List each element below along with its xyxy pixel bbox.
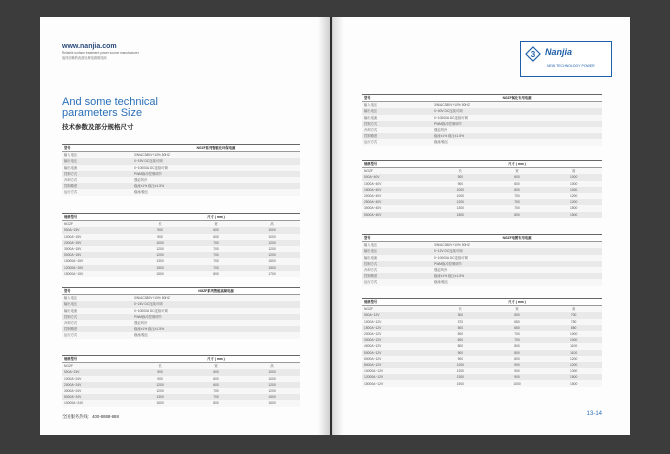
table-cell: 700 bbox=[188, 258, 244, 264]
table-cell: 800 bbox=[489, 350, 546, 356]
table-cell: 长 bbox=[132, 221, 188, 228]
table-cell: 10000A~15V bbox=[62, 258, 132, 264]
table-cell: 输入电压 bbox=[62, 152, 132, 159]
table-cell: 0~10000A DC连续可调 bbox=[432, 255, 602, 261]
table-cell: 输出电流 bbox=[62, 165, 132, 171]
right-page bbox=[332, 17, 630, 435]
table-cell: 长 bbox=[132, 363, 188, 370]
table-cell: NGZF系列智能高频电源 bbox=[132, 288, 300, 295]
table-cell: 800 bbox=[489, 212, 546, 218]
table-column-row bbox=[62, 363, 300, 370]
table-cell: 5000A~40V bbox=[362, 212, 432, 218]
right-size-table-1 bbox=[362, 160, 602, 218]
table-cell: 1000 bbox=[244, 369, 300, 375]
table-header-row bbox=[62, 145, 300, 152]
table-cell: 输出电压 bbox=[62, 158, 132, 164]
table-cell: 长 bbox=[432, 306, 489, 313]
table-cell: 1500A~12V bbox=[362, 325, 432, 331]
table-cell: 700 bbox=[188, 394, 244, 400]
table-cell: 稳流±1% 稳压±1.5% bbox=[432, 273, 602, 279]
table-cell: 高 bbox=[545, 168, 602, 175]
table-row bbox=[362, 279, 602, 285]
table-cell: 2500A~40V bbox=[362, 199, 432, 205]
table-cell: 1200 bbox=[132, 382, 188, 388]
table-cell: 尺寸 ( mm ) bbox=[432, 161, 602, 168]
table-cell: 运行方式 bbox=[362, 139, 432, 145]
table-cell: 0~10000A DC连续可调 bbox=[132, 165, 300, 171]
table-cell: 1500 bbox=[244, 258, 300, 264]
table-cell: 尺寸 ( mm ) bbox=[132, 356, 300, 363]
table-row bbox=[62, 295, 300, 302]
website-url: www.nanjia.com bbox=[62, 43, 117, 50]
table-cell: 1000 bbox=[545, 337, 602, 343]
table-cell: 370 bbox=[432, 319, 489, 325]
table-cell: 500A~15V bbox=[62, 227, 132, 233]
table-cell: 900 bbox=[432, 356, 489, 362]
table-cell: 3000A~40V bbox=[362, 205, 432, 211]
table-cell: 输入电压 bbox=[362, 242, 432, 249]
table-cell: 3/N/AC380V+10% 50HZ bbox=[132, 295, 300, 302]
table-cell: 1500 bbox=[132, 265, 188, 271]
table-cell: NGZF系列智能化环保电源 bbox=[132, 145, 300, 152]
table-cell: 1000A~24V bbox=[62, 376, 132, 382]
table-column-row bbox=[362, 168, 602, 175]
table-cell: 600 bbox=[188, 234, 244, 240]
table-cell: 稳流/稳压 bbox=[132, 189, 300, 195]
table-cell: 1500A~40V bbox=[362, 187, 432, 193]
table-row bbox=[362, 380, 602, 386]
table-cell: 强迫风冷 bbox=[132, 320, 300, 326]
company-logo bbox=[520, 41, 612, 77]
table-cell: 5000A~12V bbox=[362, 350, 432, 356]
table-cell: 800 bbox=[489, 343, 546, 349]
logo-subtitle: NEW TECHNOLOGY POWER bbox=[547, 64, 595, 68]
table-cell: 控制方式 bbox=[362, 261, 432, 267]
right-size-table-2 bbox=[362, 298, 602, 387]
table-cell: 500 bbox=[432, 331, 489, 337]
heading-en bbox=[62, 97, 242, 119]
table-cell: 输出电流 bbox=[362, 115, 432, 121]
left-spec-table-1 bbox=[62, 144, 300, 196]
table-cell: NGZF氧化专用电源 bbox=[432, 95, 602, 102]
heading-en-line2: parameters Size bbox=[62, 107, 143, 119]
table-cell: NGZF bbox=[62, 363, 132, 370]
table-cell: 控制精度 bbox=[62, 326, 132, 332]
table-cell: 1200 bbox=[132, 388, 188, 394]
table-cell: 4000A~12V bbox=[362, 343, 432, 349]
table-cell: 700 bbox=[489, 199, 546, 205]
table-cell: 1200 bbox=[432, 368, 489, 374]
table-cell: 输出电流 bbox=[62, 308, 132, 314]
left-page bbox=[40, 17, 330, 435]
table-cell: 强迫风冷 bbox=[132, 177, 300, 183]
table-cell: 1000 bbox=[244, 227, 300, 233]
table-cell: 1200 bbox=[244, 246, 300, 252]
table-cell: 3/N/AC380V+10% 50HZ bbox=[132, 152, 300, 159]
table-cell: 900 bbox=[432, 181, 489, 187]
table-cell: 10000A~12V bbox=[362, 368, 432, 374]
table-cell: 宽 bbox=[489, 306, 546, 313]
table-cell: 900 bbox=[432, 350, 489, 356]
table-cell: 900 bbox=[489, 374, 546, 380]
table-cell: 稳流/稳压 bbox=[132, 332, 300, 338]
table-cell: 700 bbox=[188, 252, 244, 258]
table-cell: 700 bbox=[489, 205, 546, 211]
table-cell: 500 bbox=[432, 325, 489, 331]
table-cell: 规格型号 bbox=[362, 299, 432, 306]
table-cell: 规格型号 bbox=[62, 356, 132, 363]
table-cell: 冷却方式 bbox=[362, 267, 432, 273]
table-cell: 1500 bbox=[545, 380, 602, 386]
table-header-row bbox=[362, 95, 602, 102]
table-cell: 900 bbox=[489, 368, 546, 374]
table-cell: 1500 bbox=[244, 394, 300, 400]
table-cell: 0~12V DC连续可调 bbox=[432, 248, 602, 254]
service-hotline: 全国服务热线：400-8888-888 bbox=[62, 414, 119, 419]
table-cell: 2000A~12V bbox=[362, 331, 432, 337]
table-row bbox=[362, 242, 602, 249]
table-cell: NGZF bbox=[62, 221, 132, 228]
table-cell: 控制方式 bbox=[62, 314, 132, 320]
table-cell: 宽 bbox=[489, 168, 546, 175]
table-cell: 输出电压 bbox=[62, 301, 132, 307]
table-cell: 900 bbox=[132, 227, 188, 233]
table-cell: 1300 bbox=[545, 368, 602, 374]
table-cell: 0~10000A DC连续可调 bbox=[132, 308, 300, 314]
table-cell: 稳流/稳压 bbox=[432, 279, 602, 285]
table-cell: 型号 bbox=[362, 95, 432, 102]
table-cell: 1500 bbox=[545, 205, 602, 211]
table-cell: 1200 bbox=[545, 356, 602, 362]
table-cell: 650 bbox=[489, 319, 546, 325]
table-column-row bbox=[362, 306, 602, 313]
table-cell: 1500 bbox=[244, 265, 300, 271]
table-header-row bbox=[362, 235, 602, 242]
table-row bbox=[362, 139, 602, 145]
table-cell: 700 bbox=[489, 193, 546, 199]
table-cell: 900 bbox=[132, 234, 188, 240]
table-cell: 700 bbox=[188, 240, 244, 246]
table-header-row bbox=[62, 288, 300, 295]
table-cell: 规格型号 bbox=[362, 161, 432, 168]
logo-mark-icon bbox=[525, 46, 541, 62]
table-cell: NGZF电镀专用电源 bbox=[432, 235, 602, 242]
table-row bbox=[62, 189, 300, 195]
table-cell: 600 bbox=[188, 369, 244, 375]
table-cell: 2000A~40V bbox=[362, 193, 432, 199]
table-cell: 3000A~15V bbox=[62, 246, 132, 252]
table-cell: 稳流/稳压 bbox=[432, 139, 602, 145]
table-cell: 500A~24V bbox=[62, 369, 132, 375]
table-cell: 运行方式 bbox=[62, 189, 132, 195]
table-cell: NGZF bbox=[362, 168, 432, 175]
table-cell: 尺寸 ( mm ) bbox=[432, 299, 602, 306]
table-cell: 1000 bbox=[545, 331, 602, 337]
left-spec-table-2 bbox=[62, 287, 300, 339]
table-cell: 控制精度 bbox=[362, 273, 432, 279]
table-cell: 0~24V DC连续可调 bbox=[132, 301, 300, 307]
table-cell: 运行方式 bbox=[62, 332, 132, 338]
table-cell: 750 bbox=[545, 319, 602, 325]
table-cell: 1200 bbox=[132, 252, 188, 258]
table-cell: 10000A~24V bbox=[62, 400, 132, 406]
right-spec-table-2 bbox=[362, 234, 602, 286]
table-cell: 500A~40V bbox=[362, 174, 432, 180]
table-cell: 稳流±1% 稳压±1.5% bbox=[132, 326, 300, 332]
right-spec-table-1 bbox=[362, 94, 602, 146]
table-cell: 600 bbox=[432, 337, 489, 343]
table-cell: 3/N/AC380V+10% 50HZ bbox=[432, 242, 602, 249]
table-cell: 600 bbox=[489, 187, 546, 193]
table-cell: 1200 bbox=[244, 240, 300, 246]
table-cell: 冷却方式 bbox=[362, 127, 432, 133]
book-spine-shadow bbox=[318, 17, 344, 435]
table-cell: 控制精度 bbox=[62, 183, 132, 189]
table-cell: 输出电压 bbox=[362, 248, 432, 254]
table-cell: 长 bbox=[432, 168, 489, 175]
table-cell: PWM脉冲控制调节 bbox=[132, 314, 300, 320]
table-cell: PWM脉冲控制调节 bbox=[132, 171, 300, 177]
table-cell: 600 bbox=[188, 227, 244, 233]
table-cell: 1700 bbox=[244, 271, 300, 277]
table-cell: 强迫风冷 bbox=[432, 267, 602, 273]
table-cell: 1300 bbox=[432, 205, 489, 211]
table-cell: 1200 bbox=[545, 199, 602, 205]
table-cell: 5000A~24V bbox=[62, 394, 132, 400]
table-cell: 冷却方式 bbox=[62, 177, 132, 183]
table-cell: 强迫风冷 bbox=[432, 127, 602, 133]
table-cell: PWM脉冲控制调节 bbox=[432, 121, 602, 127]
table-cell: 900 bbox=[132, 376, 188, 382]
table-cell: 600 bbox=[188, 382, 244, 388]
table-cell: 700 bbox=[545, 312, 602, 318]
table-cell: 1200 bbox=[244, 388, 300, 394]
table-cell: 输入电压 bbox=[362, 102, 432, 109]
tagline-cn: 值得信赖的表面处理电源制造商 bbox=[62, 56, 107, 60]
table-cell: 300 bbox=[432, 312, 489, 318]
table-cell: 宽 bbox=[188, 221, 244, 228]
table-cell: 3000A~24V bbox=[62, 388, 132, 394]
left-size-table-2 bbox=[62, 355, 300, 407]
table-cell: 1100 bbox=[545, 343, 602, 349]
table-cell: 5000A~15V bbox=[62, 252, 132, 258]
table-cell: 型号 bbox=[62, 145, 132, 152]
table-cell: 600 bbox=[489, 181, 546, 187]
table-cell: 500 bbox=[489, 312, 546, 318]
table-header-row bbox=[362, 161, 602, 168]
table-cell: 高 bbox=[244, 221, 300, 228]
heading-en-line1: And some technical bbox=[62, 96, 158, 108]
table-cell: 900 bbox=[132, 369, 188, 375]
tagline-en: Reliable surface treatment power source manufacturer bbox=[62, 51, 139, 55]
table-header-row bbox=[62, 356, 300, 363]
logo-name: Nanjia bbox=[545, 47, 573, 57]
table-cell: 900 bbox=[489, 362, 546, 368]
table-cell: 0~15V DC连续可调 bbox=[132, 158, 300, 164]
table-cell: 850 bbox=[545, 325, 602, 331]
table-cell: 1200 bbox=[432, 199, 489, 205]
table-cell: 输出电压 bbox=[362, 108, 432, 114]
table-cell: 700 bbox=[188, 265, 244, 271]
table-cell: 600 bbox=[188, 376, 244, 382]
table-cell: 运行方式 bbox=[362, 279, 432, 285]
svg-text:3: 3 bbox=[530, 50, 536, 59]
table-cell: 1200 bbox=[432, 362, 489, 368]
table-cell: 控制精度 bbox=[362, 133, 432, 139]
table-cell: PWM脉冲控制调节 bbox=[432, 261, 602, 267]
table-cell: 1500 bbox=[432, 380, 489, 386]
table-cell: 1500 bbox=[545, 374, 602, 380]
page-number: 13-14 bbox=[586, 411, 602, 417]
table-cell: 0~40V DC连续可调 bbox=[432, 108, 602, 114]
table-cell: 1500 bbox=[132, 271, 188, 277]
table-cell: 型号 bbox=[62, 288, 132, 295]
table-cell: 15000A~12V bbox=[362, 380, 432, 386]
table-cell: 15000A~15V bbox=[62, 271, 132, 277]
table-cell: 宽 bbox=[188, 363, 244, 370]
table-cell: 12000A~15V bbox=[62, 265, 132, 271]
table-cell: 稳流±1% 稳压±1.5% bbox=[432, 133, 602, 139]
table-cell: 2000A~15V bbox=[62, 240, 132, 246]
table-cell: 650 bbox=[489, 325, 546, 331]
table-cell: 1000A~15V bbox=[62, 234, 132, 240]
table-header-row bbox=[362, 299, 602, 306]
table-cell: 控制方式 bbox=[362, 121, 432, 127]
table-cell: 型号 bbox=[362, 235, 432, 242]
table-cell: 700 bbox=[489, 331, 546, 337]
table-cell: 规格型号 bbox=[62, 214, 132, 221]
table-cell: 尺寸 ( mm ) bbox=[132, 214, 300, 221]
table-cell: 控制方式 bbox=[62, 171, 132, 177]
table-cell: 1000 bbox=[432, 187, 489, 193]
table-cell: NGZF bbox=[362, 306, 432, 313]
table-cell: 800 bbox=[432, 343, 489, 349]
table-cell: 1000A~12V bbox=[362, 319, 432, 325]
table-cell: 高 bbox=[244, 363, 300, 370]
table-cell: 1500 bbox=[244, 400, 300, 406]
table-header-row bbox=[62, 214, 300, 221]
table-cell: 1000 bbox=[489, 380, 546, 386]
table-cell: 1300 bbox=[132, 258, 188, 264]
table-cell: 800 bbox=[188, 271, 244, 277]
table-row bbox=[362, 102, 602, 109]
table-cell: 1000 bbox=[545, 181, 602, 187]
table-cell: 高 bbox=[545, 306, 602, 313]
table-cell: 6000A~12V bbox=[362, 356, 432, 362]
table-cell: 700 bbox=[489, 337, 546, 343]
table-row bbox=[362, 212, 602, 218]
table-cell: 冷却方式 bbox=[62, 320, 132, 326]
table-cell: 1000 bbox=[244, 376, 300, 382]
table-cell: 1500 bbox=[132, 400, 188, 406]
table-cell: 900 bbox=[432, 174, 489, 180]
table-cell: 1000 bbox=[432, 193, 489, 199]
table-cell: 500A~12V bbox=[362, 312, 432, 318]
table-cell: 3000A~12V bbox=[362, 337, 432, 343]
table-column-row bbox=[62, 221, 300, 228]
table-cell: 1200 bbox=[132, 246, 188, 252]
table-cell: 1000A~40V bbox=[362, 181, 432, 187]
table-cell: 1500 bbox=[432, 212, 489, 218]
table-row bbox=[62, 332, 300, 338]
table-cell: 1000 bbox=[244, 234, 300, 240]
table-cell: 600 bbox=[489, 174, 546, 180]
table-cell: 12000A~12V bbox=[362, 374, 432, 380]
table-row bbox=[62, 152, 300, 159]
table-cell: 1100 bbox=[545, 350, 602, 356]
table-cell: 800 bbox=[188, 400, 244, 406]
table-cell: 1300 bbox=[132, 394, 188, 400]
table-cell: 8000A~12V bbox=[362, 362, 432, 368]
table-cell: 700 bbox=[188, 388, 244, 394]
table-row bbox=[62, 271, 300, 277]
table-cell: 1500 bbox=[545, 212, 602, 218]
table-cell: 700 bbox=[188, 246, 244, 252]
table-cell: 1200 bbox=[545, 362, 602, 368]
left-size-table-1 bbox=[62, 213, 300, 277]
table-cell: 3/N/AC380V+10% 50HZ bbox=[432, 102, 602, 109]
table-row bbox=[62, 400, 300, 406]
table-cell: 输出电流 bbox=[362, 255, 432, 261]
table-cell: 1200 bbox=[244, 382, 300, 388]
table-cell: 2000A~24V bbox=[62, 382, 132, 388]
table-cell: 1300 bbox=[432, 374, 489, 380]
table-cell: 1200 bbox=[545, 193, 602, 199]
table-cell: 1000 bbox=[545, 187, 602, 193]
table-cell: 1000 bbox=[132, 240, 188, 246]
table-cell: 0~10000A DC连续可调 bbox=[432, 115, 602, 121]
table-cell: 稳流±1% 稳压±1.5% bbox=[132, 183, 300, 189]
table-cell: 输入电压 bbox=[62, 295, 132, 302]
heading-cn: 技术参数及部分规格尺寸 bbox=[62, 124, 134, 131]
table-cell: 1200 bbox=[244, 252, 300, 258]
table-cell: 800 bbox=[489, 356, 546, 362]
table-cell: 1000 bbox=[545, 174, 602, 180]
